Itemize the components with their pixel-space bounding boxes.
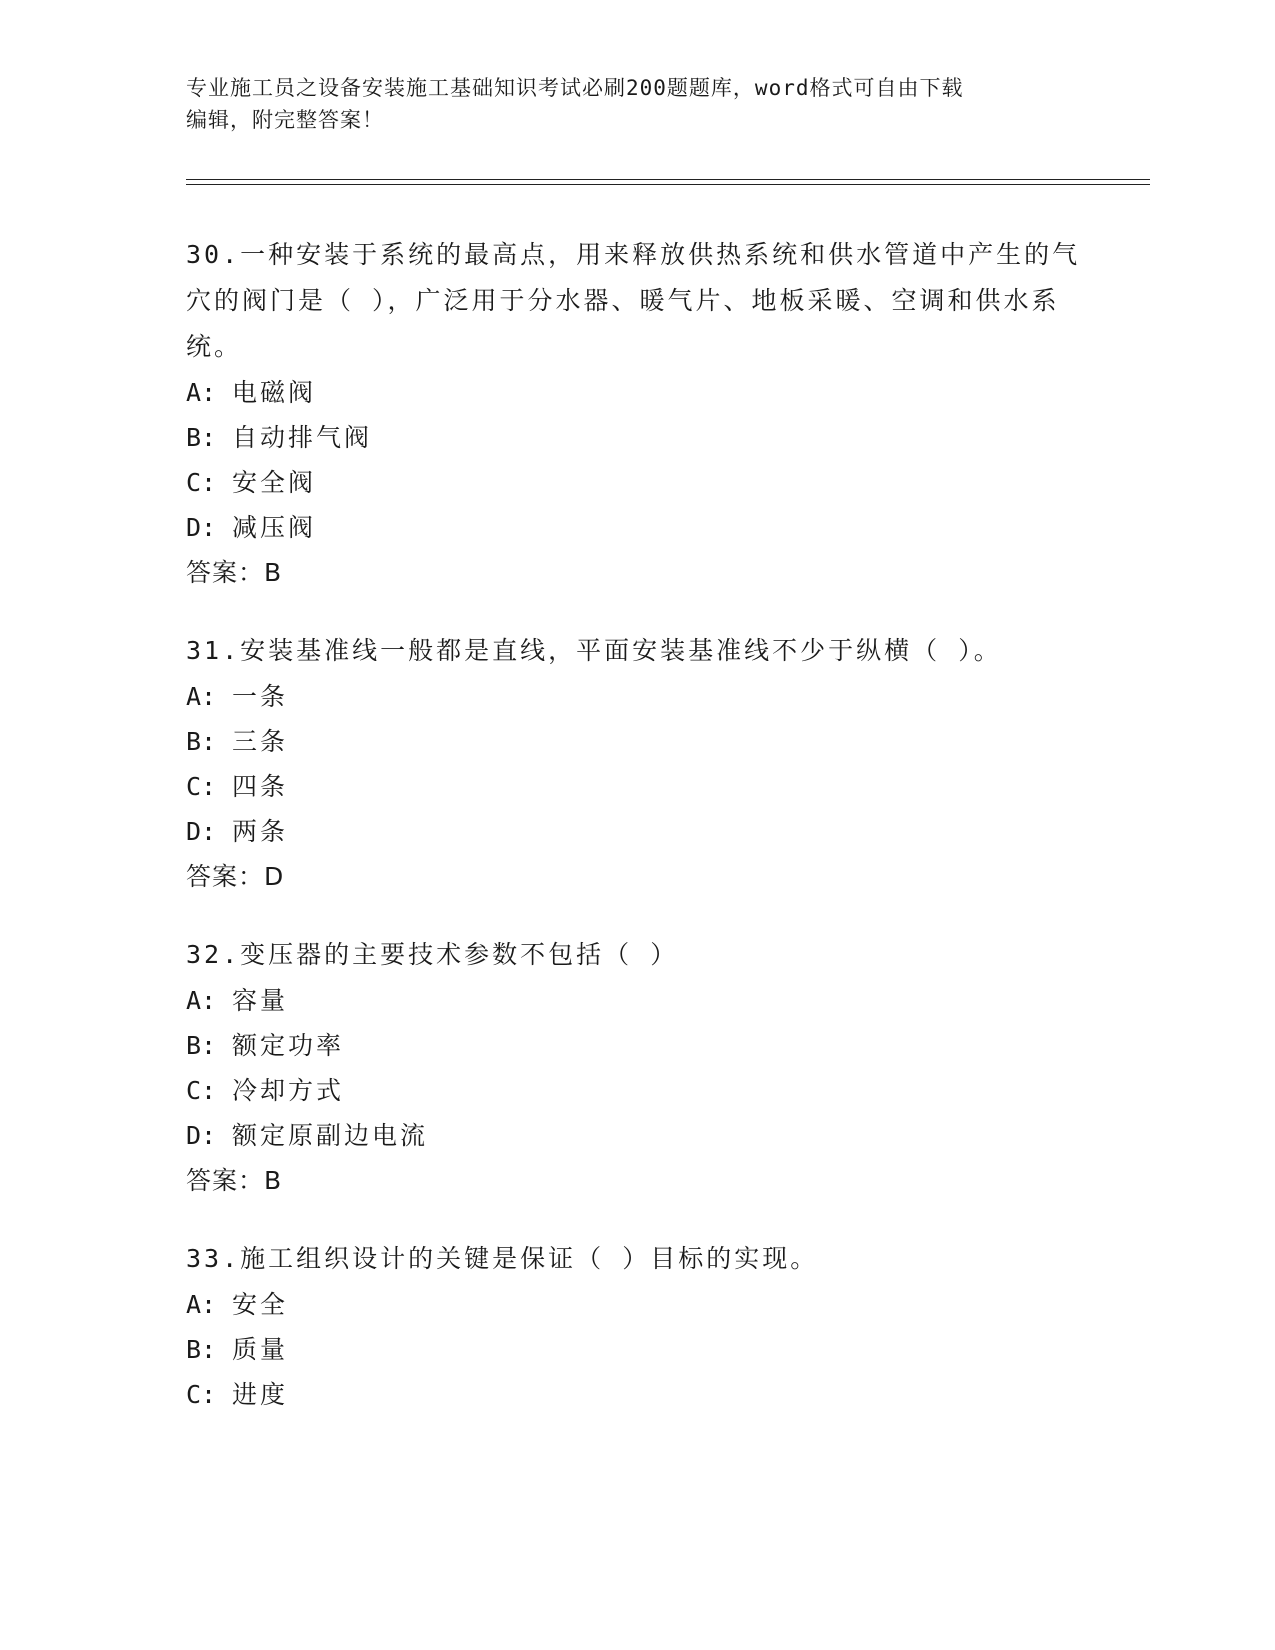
question-list [186, 232, 1086, 1449]
document-header [186, 72, 1066, 136]
question-stem: 31.安装基准线一般都是直线，平面安装基准线不少于纵横（ ）。 [186, 636, 1002, 665]
option-letter: B: [186, 1031, 217, 1060]
question-31 [186, 628, 1086, 900]
option-letter: B: [186, 1335, 217, 1364]
answer-line: 答案：D [186, 862, 285, 891]
option-a [186, 674, 1086, 719]
option-text: 冷却方式 [232, 1076, 345, 1105]
question-32 [186, 932, 1086, 1204]
answer-line: 答案：B [186, 1166, 283, 1195]
option-c [186, 1068, 1086, 1113]
option-text: 减压阀 [232, 513, 317, 542]
option-d [186, 809, 1086, 854]
option-letter: C: [186, 1076, 217, 1105]
header-divider-bottom [186, 184, 1150, 185]
question-30 [186, 232, 1086, 596]
option-letter: A: [186, 1290, 217, 1319]
option-letter: C: [186, 468, 217, 497]
option-letter: C: [186, 772, 217, 801]
header-divider-top [186, 179, 1150, 180]
option-b [186, 719, 1086, 764]
option-text: 额定功率 [232, 1031, 345, 1060]
answer-line: 答案：B [186, 558, 283, 587]
option-c [186, 764, 1086, 809]
option-text: 进度 [232, 1380, 289, 1409]
option-text: 自动排气阀 [232, 423, 373, 452]
option-c [186, 1372, 1086, 1417]
option-text: 容量 [232, 986, 289, 1015]
option-b [186, 1327, 1086, 1372]
option-c [186, 460, 1086, 505]
option-letter: D: [186, 1121, 217, 1150]
question-stem: 32.变压器的主要技术参数不包括（ ） [186, 940, 679, 969]
header-line-1: 专业施工员之设备安装施工基础知识考试必刷200题题库，word格式可自由下载 [186, 76, 964, 100]
option-letter: A: [186, 378, 217, 407]
option-letter: D: [186, 817, 217, 846]
option-text: 四条 [232, 772, 289, 801]
option-text: 额定原副边电流 [232, 1121, 429, 1150]
option-letter: D: [186, 513, 217, 542]
option-d [186, 505, 1086, 550]
question-stem: 30.一种安装于系统的最高点，用来释放供热系统和供水管道中产生的气穴的阀门是（ ），广泛用于分水器、暖气片、地板采暖、空调和供水系统。 [186, 240, 1081, 361]
option-b [186, 415, 1086, 460]
option-text: 安全 [232, 1290, 289, 1319]
option-letter: A: [186, 682, 217, 711]
option-text: 两条 [232, 817, 289, 846]
option-text: 安全阀 [232, 468, 317, 497]
option-a [186, 370, 1086, 415]
option-letter: B: [186, 727, 217, 756]
option-text: 一条 [232, 682, 289, 711]
option-letter: A: [186, 986, 217, 1015]
question-stem: 33.施工组织设计的关键是保证（ ）目标的实现。 [186, 1244, 819, 1273]
option-b [186, 1023, 1086, 1068]
option-text: 电磁阀 [232, 378, 317, 407]
option-letter: C: [186, 1380, 217, 1409]
option-letter: B: [186, 423, 217, 452]
option-text: 质量 [232, 1335, 289, 1364]
option-a [186, 1282, 1086, 1327]
option-text: 三条 [232, 727, 289, 756]
option-d [186, 1113, 1086, 1158]
header-line-2: 编辑，附完整答案！ [186, 108, 384, 132]
option-a [186, 978, 1086, 1023]
question-33 [186, 1236, 1086, 1417]
